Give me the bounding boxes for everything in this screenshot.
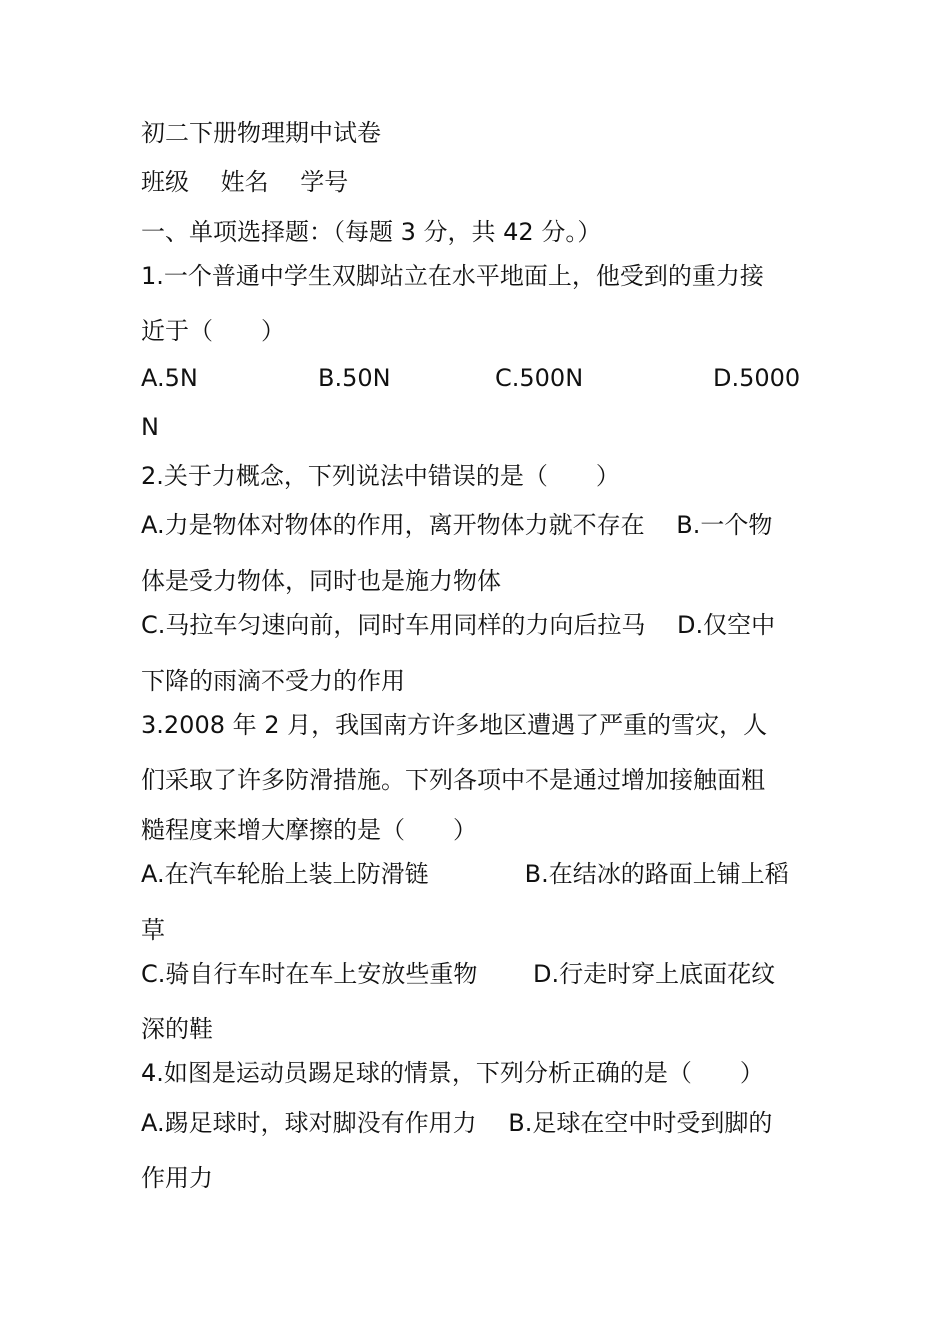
section-heading: 一、单项选择题：（每题 3 分，共 42 分。） — [141, 218, 602, 246]
question-4-options-line-1: A.踢足球时，球对脚没有作用力 B.足球在空中时受到脚的 — [141, 1109, 773, 1137]
question-4-options-line-2: 作用力 — [141, 1164, 213, 1192]
question-3-stem-line-1: 3.2008 年 2 月，我国南方许多地区遭遇了严重的雪灾，人 — [141, 711, 768, 739]
question-2-options-line-4: 下降的雨滴不受力的作用 — [141, 667, 405, 695]
question-3-options-line-4: 深的鞋 — [141, 1015, 213, 1043]
question-2-options-line-1: A.力是物体对物体的作用，离开物体力就不存在 B.一个物 — [141, 511, 773, 539]
question-2-options-line-2: 体是受力物体，同时也是施力物体 — [141, 567, 501, 595]
question-1-option-b: B.50N — [318, 364, 391, 392]
question-1-stem-line-1: 1.一个普通中学生双脚站立在水平地面上，他受到的重力接 — [141, 262, 764, 290]
document-title: 初二下册物理期中试卷 — [141, 119, 381, 147]
question-3-stem-line-2: 们采取了许多防滑措施。下列各项中不是通过增加接触面粗 — [141, 766, 765, 794]
student-info-line: 班级 姓名 学号 — [141, 168, 349, 196]
question-3-options-line-2: 草 — [141, 916, 165, 944]
question-1-option-c: C.500N — [495, 364, 584, 392]
question-1-option-a: A.5N — [141, 364, 198, 392]
question-1-option-d-wrap: N — [141, 413, 159, 441]
question-1-option-d: D.5000 — [713, 364, 801, 392]
question-4-stem: 4.如图是运动员踢足球的情景，下列分析正确的是（ ） — [141, 1059, 764, 1087]
question-2-options-line-3: C.马拉车匀速向前，同时车用同样的力向后拉马 D.仅空中 — [141, 611, 776, 639]
question-3-options-line-1: A.在汽车轮胎上装上防滑链 B.在结冰的路面上铺上稻 — [141, 860, 789, 888]
question-1-stem-line-2: 近于（ ） — [141, 317, 285, 345]
question-2-stem: 2.关于力概念，下列说法中错误的是（ ） — [141, 462, 620, 490]
question-3-stem-line-3: 糙程度来增大摩擦的是（ ） — [141, 816, 477, 844]
question-3-options-line-3: C.骑自行车时在车上安放些重物 D.行走时穿上底面花纹 — [141, 960, 776, 988]
